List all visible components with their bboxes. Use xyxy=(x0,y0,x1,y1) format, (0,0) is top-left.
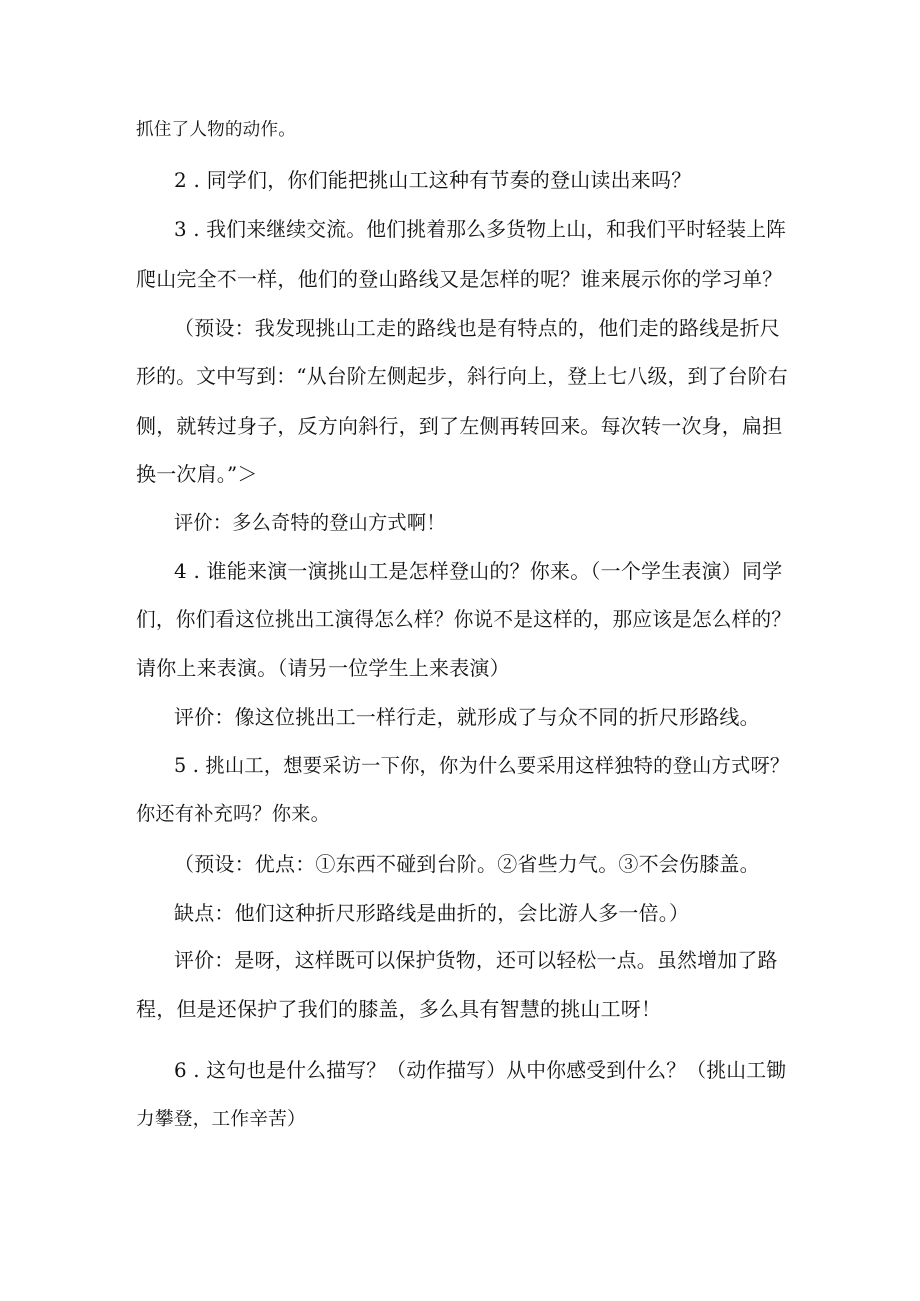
text-line: 4 . 谁能来演一演挑山工是怎样登山的？你来。（一个学生表演）同学 xyxy=(174,559,783,583)
text-line: （预设：优点：①东西不碰到台阶。②省些力气。③不会伤膝盖。 xyxy=(174,852,760,876)
text-line: 评价：多么奇特的登山方式啊！ xyxy=(174,511,446,534)
text-line: 5 . 挑山工，想要采访一下你，你为什么要采用这样独特的登山方式呀？ xyxy=(174,754,790,777)
text-line: 形的。文中写到：“从台阶左侧起步，斜行向上，登上七八级，到了台阶右 xyxy=(136,365,788,388)
text-line: 爬山完全不一样，他们的登山路线又是怎样的呢？谁来展示你的学习单？ xyxy=(136,267,783,291)
text-line: 力攀登，工作辛苦） xyxy=(136,1109,306,1130)
text-line: 抓住了人物的动作。 xyxy=(136,120,297,140)
text-line: 评价：是呀，这样既可以保护货物，还可以轻松一点。虽然增加了路 xyxy=(174,949,778,972)
text-line: 换一次肩。”＞ xyxy=(136,462,258,486)
text-line: 3 . 我们来继续交流。他们挑着那么多货物上山，和我们平时轻装上阵 xyxy=(174,218,787,241)
text-line: 缺点：他们这种折尺形路线是曲折的，会比游人多一倍。） xyxy=(174,901,690,925)
text-line: 你还有补充吗？你来。 xyxy=(136,802,331,825)
text-line: 2 . 同学们，你们能把挑山工这种有节奏的登山读出来吗？ xyxy=(174,168,692,192)
text-line: 们，你们看这位挑出工演得怎么样？你说不是这样的，那应该是怎么样的？ xyxy=(136,608,792,631)
text-line: 评价：像这位挑出工一样行走，就形成了与众不同的折尺形路线。 xyxy=(174,705,760,729)
text-line: 请你上来表演。（请另一位学生上来表演） xyxy=(136,656,510,680)
text-line: 程，但是还保护了我们的膝盖，多么具有智慧的挑山工呀！ xyxy=(136,997,662,1021)
text-line: 侧，就转过身子，反方向斜行，到了左侧再转回来。每次转一次身，扁担 xyxy=(136,414,783,438)
text-line: 6 . 这句也是什么描写？（动作描写）从中你感受到什么？（挑山工锄 xyxy=(174,1059,787,1082)
text-line: （预设：我发现挑山工走的路线也是有特点的，他们走的路线是折尺 xyxy=(174,316,780,340)
